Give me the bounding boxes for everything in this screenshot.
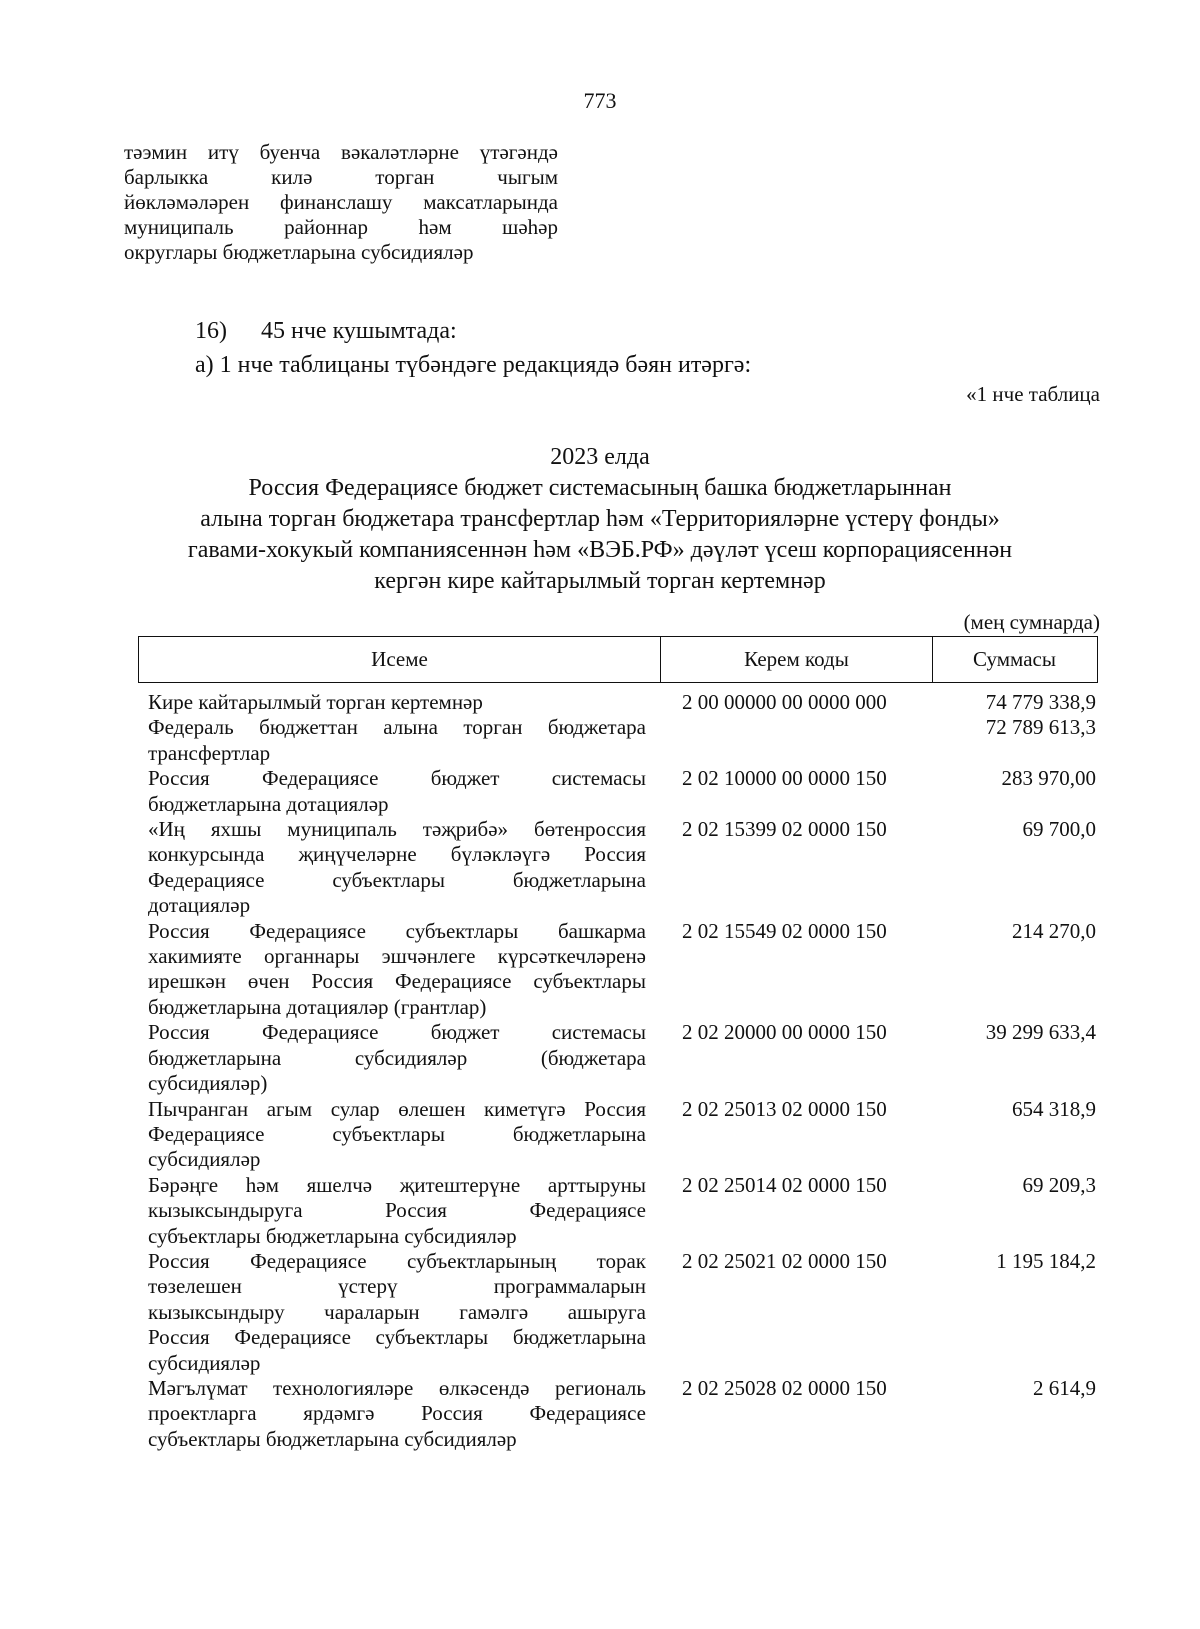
row-code: 2 00 00000 00 0000 000 [682,690,887,714]
table-header [138,636,1098,683]
row-name-line: субсидияләр) [148,1071,268,1096]
row-name [148,1376,646,1452]
row-code: 2 02 15549 02 0000 150 [682,918,887,943]
intro-line: тәэмин итү буенча вәкаләтләрне үтәгәндә [124,140,558,164]
row-code: 2 02 15399 02 0000 150 [682,817,887,842]
table-row [148,1020,1096,1096]
table-row [148,1173,1096,1249]
row-name-line: бюджетларына дотацияләр [148,791,389,816]
intro-line: округлары бюджетларына субсидияләр [124,240,474,264]
title-line: алына торган бюджетара трансфертлар һәм «Территорияләрне үстерү фонды» [200,506,1000,532]
row-name [148,817,646,919]
row-amount: 69 700,0 [1022,817,1096,842]
row-name-line: хакимияте органнары эшчәнлеге күрсәткечләренә [148,944,646,969]
title-line: Россия Федерациясе бюджет системасының башка бюджетларыннан [248,475,952,501]
row-code: 2 02 10000 00 0000 150 [682,766,887,791]
row-name [148,1020,646,1096]
row-name-line: дотацияләр [148,893,251,918]
title-line: гавами-хокукый компаниясеннән һәм «ВЭБ.РФ» дәүләт үсеш корпорациясеннән [187,537,1013,563]
table-row [148,919,1096,1021]
row-name-line: трансфертлар [148,740,271,765]
row-name-line: Мәгълүмат технологияләре өлкәсендә региональ [148,1375,646,1400]
row-name [148,715,646,766]
row-name [148,1249,646,1376]
row-name-line: Россия Федерациясе субъектлары башкарма [148,918,646,943]
row-name-line: Россия Федерациясе субъектлары бюджетларына [148,1325,646,1350]
row-amount: 69 209,3 [1022,1172,1096,1197]
row-name-line: төзелешен үстерү программаларын [148,1274,646,1299]
row-name-line: Россия Федерациясе бюджет системасы [148,766,646,791]
row-name-line: Россия Федерациясе субъектларының торак [148,1248,646,1273]
header-code: Керем коды [661,637,933,682]
item-heading [195,318,457,345]
unit-note: (мең сумнарда) [963,610,1100,634]
row-code: 2 02 25014 02 0000 150 [682,1172,887,1197]
intro-line: муниципаль районнар һәм шәһәр [124,215,558,239]
table-row [148,690,1096,715]
title-line: 2023 елда [550,444,650,470]
row-name [148,1173,646,1249]
row-amount: 72 789 613,3 [985,715,1096,740]
row-name-line: «Иң яхшы муниципаль тәҗрибә» бөтенроссия [148,817,646,842]
row-name-line: Федераль бюджеттан алына торган бюджетара [148,715,646,740]
sub-item-heading: а) 1 нче таблицаны түбәндәге редакциядә бәян итәргә: [195,352,752,378]
row-amount: 74 779 338,9 [985,690,1096,714]
table-row [148,766,1096,817]
row-name [148,690,646,715]
row-name-line: ирешкән өчен Россия Федерациясе субъектлары [148,969,646,994]
item-text: 45 нче кушымтада: [261,318,457,344]
intro-paragraph [124,140,558,265]
table-row [148,1376,1096,1452]
table-row [148,715,1096,766]
table-row [148,1097,1096,1173]
row-name-line: бюджетларына дотацияләр (грантлар) [148,994,487,1019]
row-name-line: Бәрәңге һәм яшелчә җитештерүне арттыруны [148,1172,646,1197]
title-line: кергән кире кайтарылмый торган кертемнәр [374,568,826,594]
table-row [148,1249,1096,1376]
intro-line: барлыкка килә торган чыгым [124,165,558,189]
row-name-line: субсидияләр [148,1350,261,1375]
item-number: 16) [195,318,227,344]
row-code: 2 02 25028 02 0000 150 [682,1375,887,1400]
row-amount: 2 614,9 [1033,1375,1096,1400]
row-name-line: субъектлары бюджетларына субсидияләр [148,1223,517,1248]
page-number: 773 [583,88,617,113]
row-amount: 654 318,9 [1012,1096,1096,1121]
row-name-line: Пычранган агым сулар өлешен киметүгә Россия [148,1096,646,1121]
table-body [148,690,1096,1452]
row-name-line: субсидияләр [148,1147,261,1172]
row-amount: 214 270,0 [1012,918,1096,943]
row-name-line: проектларга ярдәмгә Россия Федерациясе [148,1401,646,1426]
row-name-line: конкурсында җиңүчеләрне бүләкләүгә Россия [148,842,646,867]
intro-line: йөкләмәләрен финанслашу максатларында [124,190,558,214]
row-name-line: кызыксындыру чараларын гамәлгә ашыруга [148,1299,646,1324]
header-amount: Суммасы [973,647,1056,671]
row-name-line: субъектлары бюджетларына субсидияләр [148,1426,517,1451]
row-name [148,1097,646,1173]
row-amount: 1 195 184,2 [996,1248,1096,1273]
row-amount: 283 970,00 [1001,766,1096,791]
row-name [148,919,646,1021]
row-amount: 39 299 633,4 [985,1020,1096,1045]
table-label: «1 нче таблица [966,382,1100,406]
row-code: 2 02 20000 00 0000 150 [682,1020,887,1045]
row-name-line: Федерациясе субъектлары бюджетларына [148,867,646,892]
row-code: 2 02 25013 02 0000 150 [682,1096,887,1121]
row-name-line: Кире кайтарылмый торган кертемнәр [148,690,483,714]
table-row [148,817,1096,919]
row-name-line: бюджетларына субсидияләр (бюджетара [148,1045,646,1070]
row-name [148,766,646,817]
row-code: 2 02 25021 02 0000 150 [682,1248,887,1273]
row-name-line: кызыксындыруга Россия Федерациясе [148,1198,646,1223]
row-name-line: Россия Федерациясе бюджет системасы [148,1020,646,1045]
row-name-line: Федерациясе субъектлары бюджетларына [148,1121,646,1146]
header-name: Исеме [139,637,661,682]
table-title [0,442,1200,597]
